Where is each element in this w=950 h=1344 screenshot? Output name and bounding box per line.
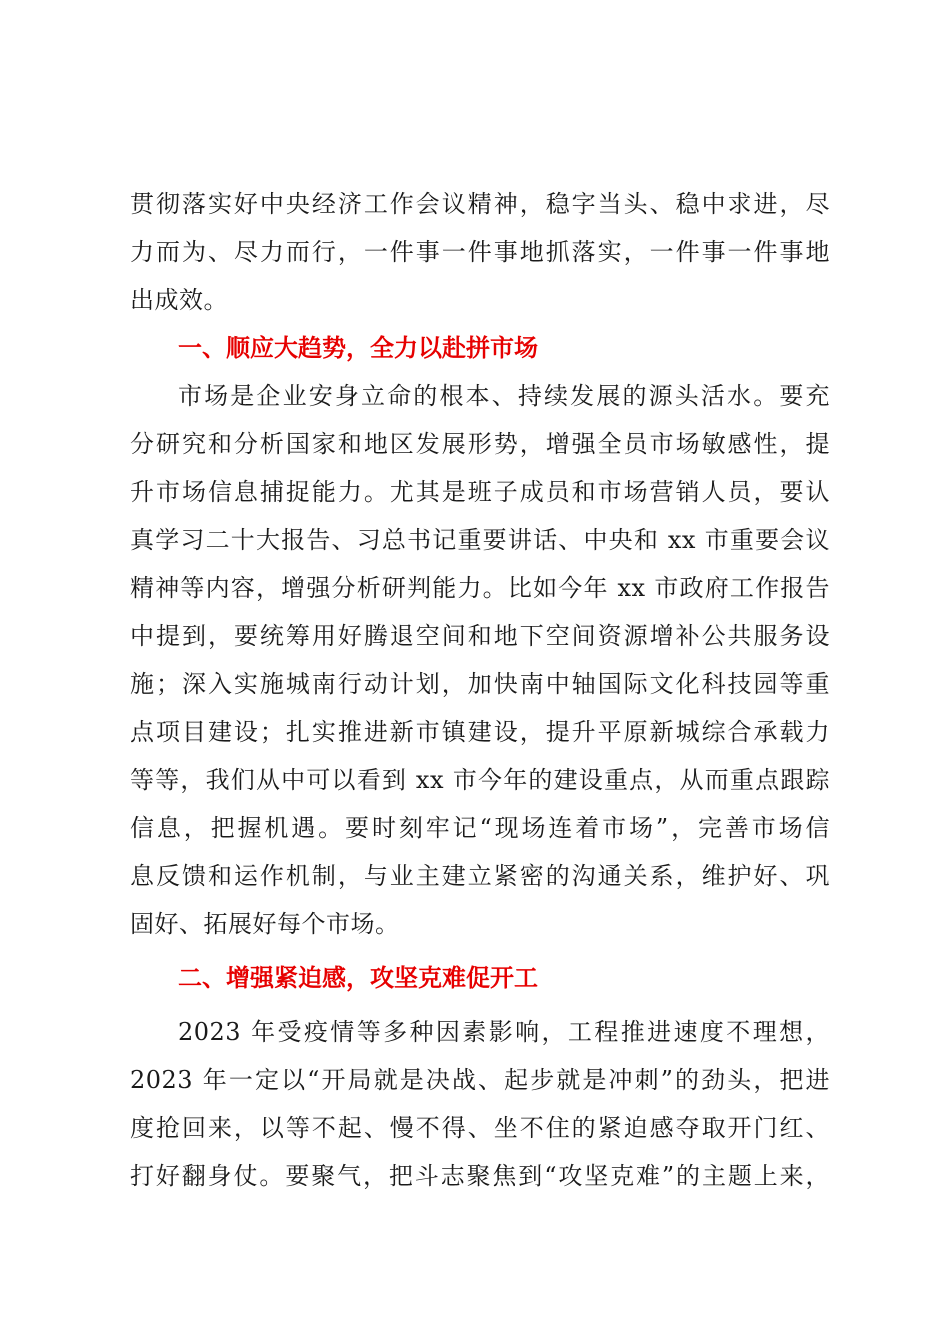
document-body <box>130 180 830 1200</box>
text-line: 点项目建设；扎实推进新市镇建设，提升平原新城综合承载力 <box>130 718 830 746</box>
section-heading-1: 一、顺应大趋势，全力以赴拼市场 <box>178 334 538 362</box>
text-line: 中提到，要统筹用好腾退空间和地下空间资源增补公共服务设 <box>130 622 830 650</box>
text-line: 贯彻落实好中央经济工作会议精神，稳字当头、稳中求进，尽 <box>130 190 830 218</box>
section-heading-2: 二、增强紧迫感，攻坚克难促开工 <box>178 964 538 992</box>
text-line: 分研究和分析国家和地区发展形势，增强全员市场敏感性，提 <box>130 430 830 458</box>
text-line: 度抢回来，以等不起、慢不得、坐不住的紧迫感夺取开门红、 <box>130 1114 830 1142</box>
text-line: 力而为、尽力而行，一件事一件事地抓落实，一件事一件事地 <box>130 238 830 266</box>
text-line: 等等，我们从中可以看到 xx 市今年的建设重点，从而重点跟踪 <box>130 766 830 794</box>
section-1-paragraph <box>130 372 830 948</box>
section-2-paragraph <box>130 1008 830 1200</box>
text-line: 息反馈和运作机制，与业主建立紧密的沟通关系，维护好、巩 <box>130 862 830 890</box>
text-line: 真学习二十大报告、习总书记重要讲话、中央和 xx 市重要会议 <box>130 526 830 554</box>
text-line: 精神等内容，增强分析研判能力。比如今年 xx 市政府工作报告 <box>130 574 830 602</box>
text-line: 固好、拓展好每个市场。 <box>130 910 400 938</box>
intro-paragraph <box>130 180 830 324</box>
text-line: 2023 年一定以“开局就是决战、起步就是冲刺”的劲头，把进 <box>130 1066 830 1094</box>
text-line: 信息，把握机遇。要时刻牢记“现场连着市场”，完善市场信 <box>130 814 830 842</box>
text-line: 2023 年受疫情等多种因素影响，工程推进速度不理想， <box>178 1018 830 1046</box>
text-line: 打好翻身仗。要聚气，把斗志聚焦到“攻坚克难”的主题上来， <box>130 1162 830 1190</box>
text-line: 施；深入实施城南行动计划，加快南中轴国际文化科技园等重 <box>130 670 830 698</box>
text-line: 市场是企业安身立命的根本、持续发展的源头活水。要充 <box>178 382 830 410</box>
text-line: 出成效。 <box>130 286 228 314</box>
text-line: 升市场信息捕捉能力。尤其是班子成员和市场营销人员，要认 <box>130 478 830 506</box>
